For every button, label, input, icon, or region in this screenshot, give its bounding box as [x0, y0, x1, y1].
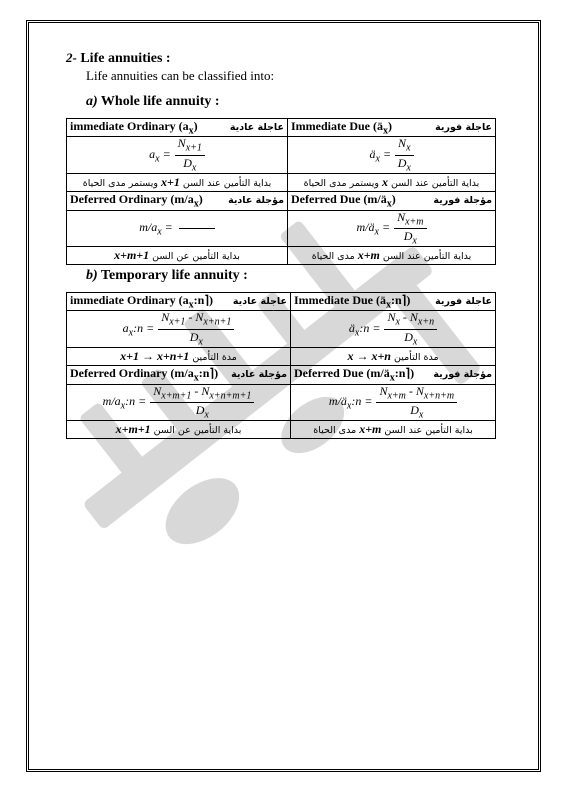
temporary-title: Temporary life annuity :: [100, 268, 248, 283]
table-row: [67, 247, 496, 265]
formula-cell: $a_x$ = $\frac{N_{x+1}}{D_x}$: [67, 137, 288, 174]
table-row: [67, 366, 496, 384]
header-cell: Immediate Due $(ä_x:n⌉)$ عاجلة فورية: [291, 293, 496, 311]
section-title: Life annuities :: [80, 51, 171, 66]
formula-cell: $a_x:n$ = $\frac{N_{x+1} - N_{x+n+1}}{D_x}$: [67, 311, 291, 348]
blank-line: [179, 228, 215, 229]
table-row: [67, 119, 496, 137]
note-cell: بداية التأمين عند السن x+m مدى الحياة: [288, 247, 496, 265]
header-cell: Deferred Due $(m/ä_x:n⌉)$ مؤجلة فورية: [291, 366, 496, 384]
table-row: [67, 348, 496, 366]
header-cell: Deferred Due $(m/ä_x)$ مؤجلة فورية: [288, 192, 496, 210]
temporary-table: [66, 292, 496, 439]
table-row: [67, 311, 496, 348]
section-intro: Life annuities can be classified into:: [86, 68, 275, 83]
table-row: [67, 192, 496, 210]
table-row: [67, 384, 496, 421]
header-cell: Deferred Ordinary $(m/a_x:n⌉)$ مؤجلة عادية: [67, 366, 291, 384]
table-row: [67, 421, 496, 439]
section-number: 2-: [66, 50, 77, 65]
note-cell: بداية التأمين عند السن x+1 ويستمر مدى الحياة: [67, 174, 288, 192]
note-cell: بداية التأمين عن السن x+m+1: [67, 247, 288, 265]
header-cell: immediate Ordinary $(a_x:n⌉)$ عاجلة عادية: [67, 293, 291, 311]
formula-cell: $ä_x$ = $\frac{N_x}{D_x}$: [288, 137, 496, 174]
header-cell: Immediate Due $(ä_x)$ عاجلة فورية: [288, 119, 496, 137]
section-heading: [66, 50, 171, 67]
header-cell: Deferred Ordinary $(m/a_x)$ مؤجلة عادية: [67, 192, 288, 210]
formula-cell: $m/ä_x:n$ = $\frac{N_{x+m} - N_{x+n+m}}{D_x}$: [291, 384, 496, 421]
formula-cell: $m/a_x$ =: [67, 210, 288, 247]
whole-life-title: Whole life annuity :: [100, 94, 220, 109]
temporary-label: b): [86, 268, 98, 283]
temporary-heading: [86, 268, 248, 284]
formula-cell: $ä_x:n$ = $\frac{N_x - N_{x+n}}{D_x}$: [291, 311, 496, 348]
formula-cell: $m/ä_x$ = $\frac{N_{x+m}}{D_x}$: [288, 210, 496, 247]
whole-life-table: [66, 118, 496, 265]
whole-life-label: a): [86, 94, 98, 109]
note-cell: مدة التأمين x → x+n: [291, 348, 496, 366]
table-row: [67, 174, 496, 192]
whole-life-heading: [86, 94, 220, 110]
note-cell: مدة التأمين x+1 → x+n+1: [67, 348, 291, 366]
table-row: [67, 137, 496, 174]
table-row: [67, 210, 496, 247]
note-cell: بداية التأمين عند السن x+m مدى الحياة: [291, 421, 496, 439]
formula-cell: $m/a_x:n$ = $\frac{N_{x+m+1} - N_{x+n+m+1}}{D_x}$: [67, 384, 291, 421]
note-cell: بداية التأمين عن السن x+m+1: [67, 421, 291, 439]
header-cell: immediate Ordinary $(a_x)$ عاجلة عادية: [67, 119, 288, 137]
table-row: [67, 293, 496, 311]
note-cell: بداية التأمين عند السن x ويستمر مدى الحياة: [288, 174, 496, 192]
